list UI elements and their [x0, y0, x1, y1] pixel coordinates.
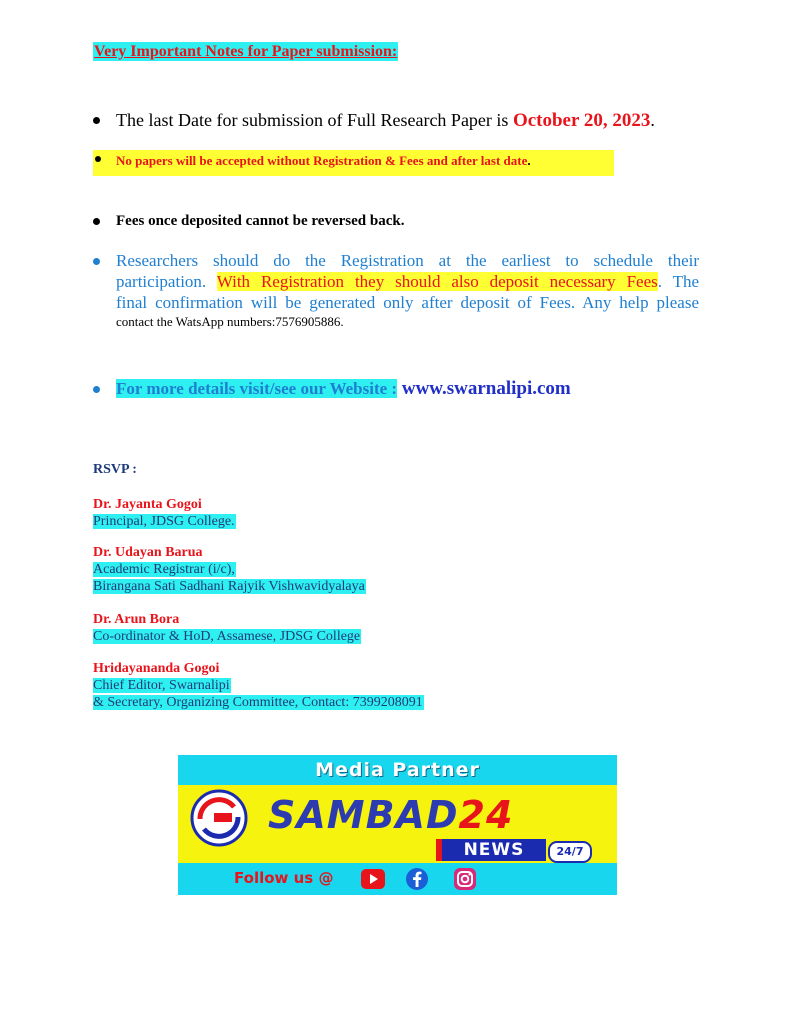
follow-label: Follow us @ [234, 869, 334, 887]
bullet-dot [93, 258, 100, 265]
registration-line-1: Researchers should do the Registration at the earliest to schedule their [116, 251, 699, 270]
website-link[interactable]: www.swarnalipi.com [397, 378, 571, 399]
contact-line: Chief Editor, Swarnalipi [93, 678, 230, 693]
deadline-text: The last Date for submission of Full Research Paper is [116, 110, 513, 130]
registration-highlight: With Registration they should also deposit necessary Fees [216, 272, 658, 291]
bullet-dot [93, 386, 100, 393]
brand-name: SAMBAD [268, 793, 459, 837]
always-on-badge: 24/7 [548, 841, 592, 863]
contact-block [93, 660, 424, 711]
deadline-date: October 20, 2023 [512, 110, 651, 131]
brand-number: 24 [458, 793, 514, 837]
page-heading: Very Important Notes for Paper submission: [94, 43, 398, 60]
no-papers-period: . [527, 153, 531, 168]
deadline-period: . [650, 110, 655, 130]
contact-block [93, 544, 366, 595]
contact-name: Hridayananda Gogoi [93, 661, 220, 676]
bullet-dot [95, 156, 101, 162]
registration-line-2c: . The [657, 272, 699, 291]
contact-name: Dr. Jayanta Gogoi [93, 497, 202, 512]
sambad-logo-icon [190, 789, 248, 847]
contact-block [93, 611, 361, 645]
news-label: NEWS [463, 840, 525, 860]
facebook-icon[interactable] [404, 867, 430, 891]
whatsapp-contact: contact the WatsApp numbers:7576905886. [116, 314, 344, 329]
brand-wordmark [268, 793, 513, 837]
contact-block [93, 496, 236, 530]
website-label: For more details visit/see our Website : [116, 379, 398, 398]
fees-text: Fees once deposited cannot be reversed back. [116, 213, 405, 229]
contact-line: Co-ordinator & HoD, Assamese, JDSG College [93, 629, 361, 644]
news-badge [436, 839, 546, 861]
media-partner-banner [178, 755, 617, 895]
contact-line: Birangana Sati Sadhani Rajyik Vishwavidyalaya [93, 579, 365, 594]
contact-line: Principal, JDSG College. [93, 514, 235, 529]
contact-name: Dr. Arun Bora [93, 612, 180, 627]
registration-line-2a: participation. [116, 272, 217, 291]
bullet-dot [93, 117, 100, 124]
rsvp-label: RSVP : [93, 462, 137, 477]
youtube-icon[interactable] [360, 867, 386, 891]
registration-line-2 [116, 271, 699, 292]
registration-line-3: final confirmation will be generated only after deposit of Fees. Any help please [116, 293, 699, 312]
contact-line: & Secretary, Organizing Committee, Contact: 7399208091 [93, 695, 423, 710]
contact-line: Academic Registrar (i/c), [93, 562, 235, 577]
no-papers-text: No papers will be accepted without Registration & Fees and after last date [116, 153, 528, 168]
bullet-dot [93, 218, 100, 225]
contact-name: Dr. Udayan Barua [93, 545, 203, 560]
instagram-icon[interactable] [452, 867, 478, 891]
banner-title: Media Partner [315, 759, 480, 781]
